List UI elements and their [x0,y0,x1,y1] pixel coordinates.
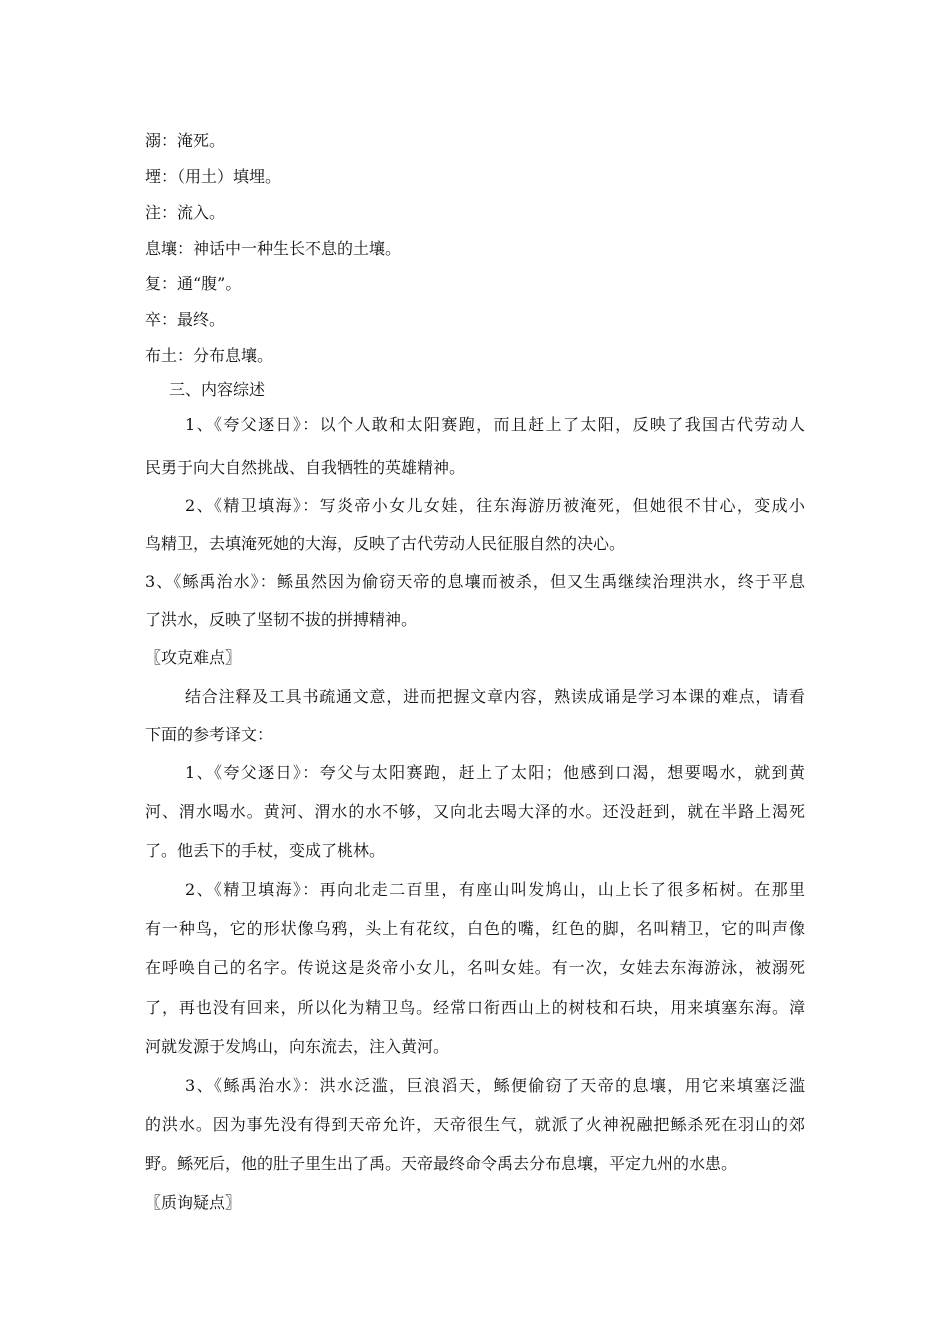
glossary-item: 布土：分布息壤。 [145,346,274,365]
glossary-item: 溺：淹死。 [145,131,226,150]
summary-line: 鸟精卫，去填淹死她的大海，反映了古代劳动人民征服自然的决心。 [145,534,626,553]
summary-line: 了洪水，反映了坚韧不拔的拼搏精神。 [145,610,418,629]
translation-line: 河、渭水喝水。黄河、渭水的水不够，又向北去喝大泽的水。还没赶到，就在半路上渴死 [145,802,805,821]
translation-line: 1、《夸父逐日》：夸父与太阳赛跑，赶上了太阳；他感到口渴，想要喝水，就到黄 [185,763,805,782]
glossary-item: 注：流入。 [145,203,226,222]
translation-line: 有一种鸟，它的形状像乌鸦，头上有花纹，白色的嘴，红色的脚，名叫精卫，它的叫声像 [145,919,805,938]
summary-line: 3、《鲧禹治水》：鲧虽然因为偷窃天帝的息壤而被杀，但又生禹继续治理洪水，终于平息 [145,572,805,591]
translation-line: 野。鲧死后，他的肚子里生出了禹。天帝最终命令禹去分布息壤，平定九州的水患。 [145,1154,738,1173]
summary-line: 2、《精卫填海》：写炎帝小女儿女娃，往东海游历被淹死，但她很不甘心，变成小 [185,496,805,515]
difficulty-intro-line: 下面的参考译文： [145,725,274,744]
glossary-item: 复：通“腹”。 [145,274,242,293]
glossary-item: 堙：（用土）填埋。 [145,167,282,186]
difficulty-heading: 〖攻克难点〗 [145,648,242,667]
translation-line: 在呼唤自己的名字。传说这是炎帝小女儿，名叫女娃。有一次，女娃去东海游泳，被溺死 [145,958,805,977]
translation-line: 的洪水。因为事先没有得到天帝允许，天帝很生气，就派了火神祝融把鲧杀死在羽山的郊 [145,1115,805,1134]
query-heading: 〖质询疑点〗 [145,1193,242,1212]
glossary-item: 息壤：神话中一种生长不息的土壤。 [145,239,402,258]
translation-line: 了。他丢下的手杖，变成了桃林。 [145,841,386,860]
translation-line: 2、《精卫填海》：再向北走二百里，有座山叫发鸠山，山上长了很多柘树。在那里 [185,880,805,899]
summary-line: 民勇于向大自然挑战、自我牺牲的英雄精神。 [145,458,466,477]
translation-line: 3、《鲧禹治水》：洪水泛滥，巨浪滔天，鲧便偷窃了天帝的息壤，用它来填塞泛滥 [185,1076,805,1095]
difficulty-intro-line: 结合注释及工具书疏通文意，进而把握文章内容，熟读成诵是学习本课的难点，请看 [185,687,805,706]
summary-line: 1、《夸父逐日》：以个人敢和太阳赛跑，而且赶上了太阳，反映了我国古代劳动人 [185,415,805,434]
glossary-item: 卒：最终。 [145,310,226,329]
translation-line: 河就发源于发鸠山，向东流去，注入黄河。 [145,1037,450,1056]
section-heading: 三、内容综述 [169,380,266,399]
translation-line: 了，再也没有回来，所以化为精卫鸟。经常口衔西山上的树枝和石块，用来填塞东海。漳 [145,998,805,1017]
